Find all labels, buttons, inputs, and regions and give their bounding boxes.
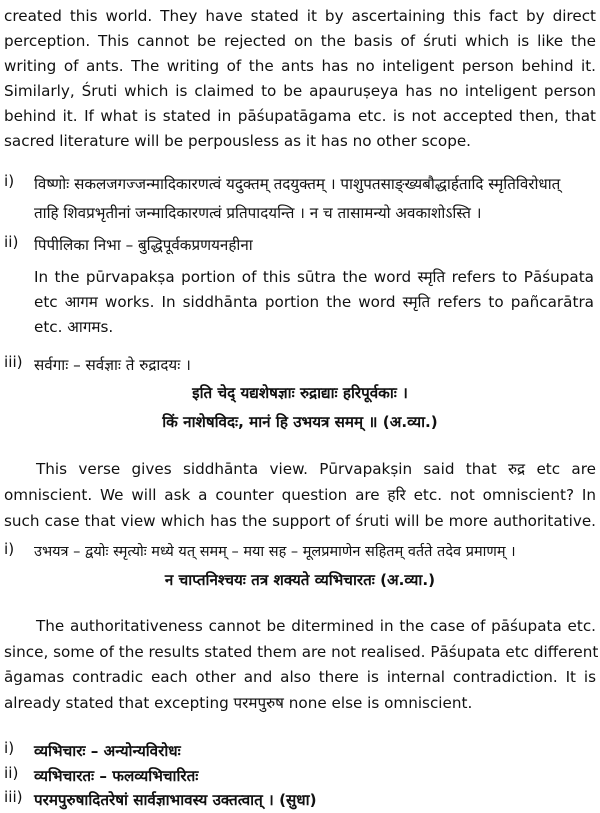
paragraph-line: Similarly, Śruti which is claimed to be apauruṣeya has no inteligent person: [4, 82, 596, 100]
note-marker: i): [4, 172, 15, 190]
final-note-i: [4, 739, 596, 764]
paragraph-line: behind it. If what is stated in pāśupatāgama etc. is not accepted then, that: [4, 107, 596, 125]
note-marker: ii): [4, 233, 19, 251]
explanation-line: etc. आगमs.: [34, 318, 114, 336]
paragraph-3: [4, 614, 599, 716]
paragraph-line: omniscient. We will ask a counter question are हरि etc. not omniscient? In: [4, 486, 596, 504]
note-iii: [4, 353, 596, 381]
paragraph-line: such case that view which has the support of śruti will be more authoritative.: [4, 512, 596, 530]
paragraph-2: [4, 456, 596, 534]
explanation-line: etc आगम works. In siddhānta portion the word स्मृति refers to pañcarātra: [34, 293, 594, 311]
note-ii-explanation: [34, 265, 594, 340]
note-body: [34, 172, 596, 226]
note-i: [4, 172, 596, 228]
sanskrit-line: परमपुरुषादितरेषां सार्वज्ञाभावस्य उक्तत्वात् । (सुधा): [34, 791, 317, 809]
sanskrit-line: पिपीलिका निभा – बुद्धिपूर्वकप्रणयनहीना: [34, 236, 253, 254]
sanskrit-line: सर्वगाः – सर्वज्ञाः ते रुद्रादयः ।: [34, 356, 191, 374]
note-i-second: [4, 540, 596, 568]
note-marker: iii): [4, 353, 23, 371]
sanskrit-line: विष्णोः सकलजगज्जन्मादिकारणत्वं यदुक्तम् तदयुक्तम् । पाशुपतसाङ्ख्यबौद्धार्हतादि स्मृतिविरोधात्: [34, 175, 561, 193]
paragraph-line: already stated that excepting परमपुरुष none else is omniscient.: [4, 693, 473, 712]
paragraph-line: This verse gives siddhānta view. Pūrvapakṣin said that रुद्र etc are: [36, 460, 596, 478]
paragraph-line: created this world. They have stated it by ascertaining this fact by direct: [4, 7, 596, 25]
paragraph-line: perception. This cannot be rejected on the basis of śruti which is like the: [4, 32, 596, 50]
note-marker: i): [4, 540, 15, 558]
paragraph-line: since, some of the results stated them are not realised. Pāśupata etc different: [4, 642, 599, 661]
verse-line: न चाप्तनिश्चयः तत्र शक्यते व्यभिचारतः (अ.व्या.): [164, 571, 436, 589]
paragraph-1: [4, 4, 596, 154]
sanskrit-line: व्यभिचारतः – फलव्यभिचारितः: [34, 767, 199, 785]
paragraph-line: writing of ants. The writing of the ants has no inteligent person behind it.: [4, 57, 596, 75]
note-marker: ii): [4, 764, 19, 782]
paragraph-line: āgamas contradic each other and also there is internal contradiction. It is: [4, 668, 596, 686]
paragraph-line: sacred literature will be perpousless as it has no other scope.: [4, 132, 472, 150]
sanskrit-line: ताहि शिवप्रभृतीनां जन्मादिकारणत्वं प्रतिपादयन्ति । न च तासामन्यो अवकाशोऽस्ति ।: [34, 204, 482, 222]
note-ii: [4, 233, 596, 263]
note-marker: iii): [4, 788, 23, 806]
final-note-iii: [4, 788, 596, 813]
sanskrit-line: उभयत्र – द्वयोः स्मृत्योः मध्ये यत् समम् – मया सह – मूलप्रमाणेन सहितम् वर्तते तदेव प्रमाणम् ।: [34, 544, 516, 560]
verse-line: इति चेद् यद्यशेषज्ञाः रुद्राद्याः हरिपूर्वकाः ।: [192, 384, 408, 402]
final-note-ii: [4, 764, 596, 789]
verse-line: किं नाशेषविदः, मानं हि उभयत्र समम् ॥ (अ.व्या.): [162, 413, 438, 431]
note-marker: i): [4, 739, 15, 757]
sanskrit-line: व्यभिचारः – अन्योन्यविरोधः: [34, 742, 181, 760]
explanation-line: In the pūrvapakṣa portion of this sūtra the word स्मृति refers to Pāśupata: [34, 268, 594, 286]
paragraph-line: The authoritativeness cannot be ditermined in the case of pāśupata etc.: [36, 617, 596, 635]
